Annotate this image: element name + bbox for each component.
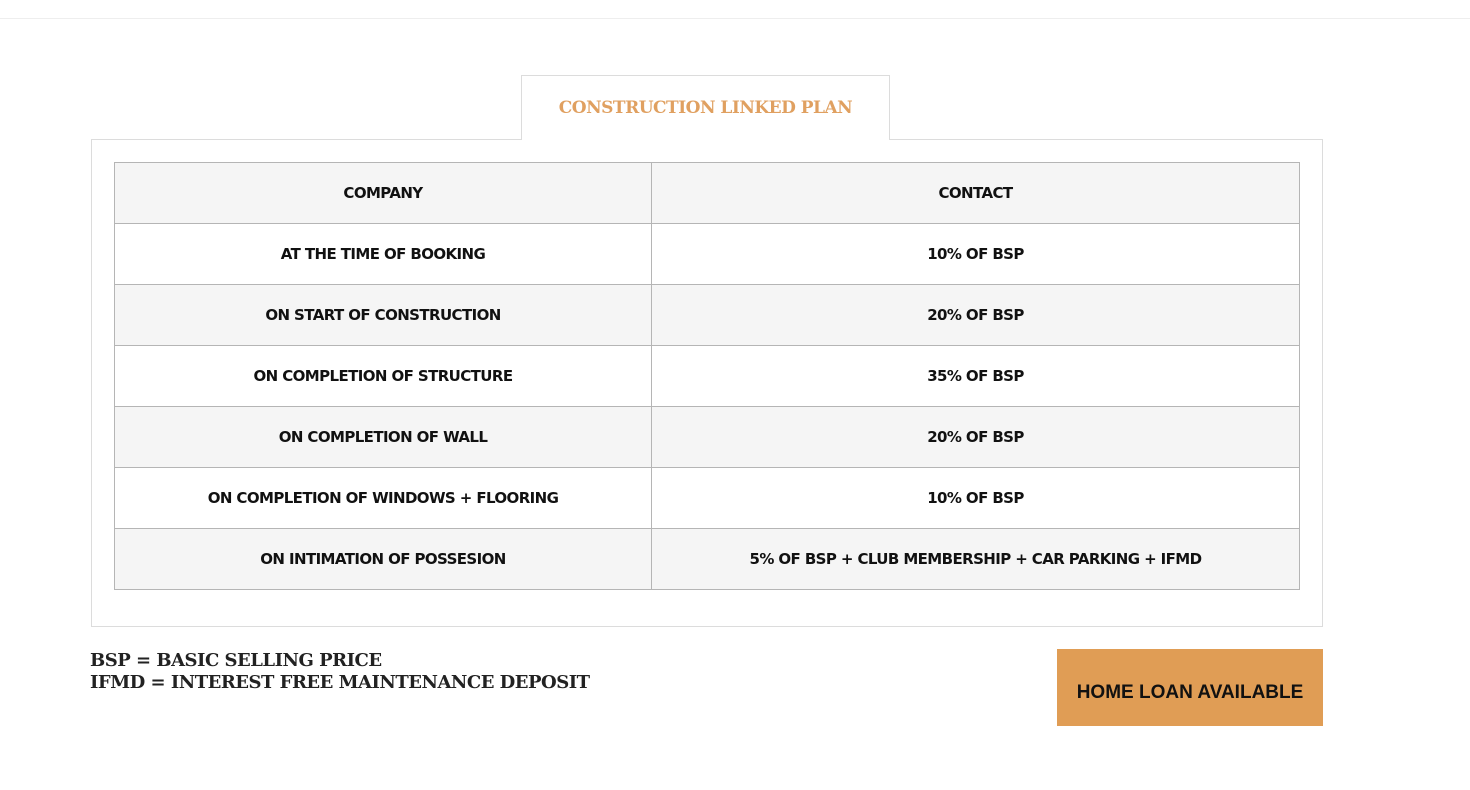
note-ifmd: IFMD = INTEREST FREE MAINTENANCE DEPOSIT — [90, 672, 590, 693]
table-row — [115, 407, 1300, 468]
stage-cell: ON INTIMATION OF POSSESION — [115, 529, 652, 590]
payment-cell: 20% OF BSP — [652, 407, 1300, 468]
payment-cell: 20% OF BSP — [652, 285, 1300, 346]
abbreviation-notes — [90, 650, 590, 694]
payment-plan-panel — [91, 139, 1323, 627]
tab-title: CONSTRUCTION LINKED PLAN — [558, 98, 853, 118]
column-header-company: COMPANY — [115, 163, 652, 224]
home-loan-button[interactable]: HOME LOAN AVAILABLE — [1057, 649, 1323, 726]
payment-cell: 35% OF BSP — [652, 346, 1300, 407]
table-row — [115, 346, 1300, 407]
stage-cell: ON COMPLETION OF STRUCTURE — [115, 346, 652, 407]
tab-construction-linked-plan[interactable] — [521, 75, 890, 140]
stage-cell: ON COMPLETION OF WALL — [115, 407, 652, 468]
table-row — [115, 529, 1300, 590]
table-row — [115, 285, 1300, 346]
stage-cell: AT THE TIME OF BOOKING — [115, 224, 652, 285]
table-row — [115, 224, 1300, 285]
stage-cell: ON START OF CONSTRUCTION — [115, 285, 652, 346]
payment-cell: 5% OF BSP + CLUB MEMBERSHIP + CAR PARKING + IFMD — [652, 529, 1300, 590]
payment-plan-table — [114, 162, 1300, 590]
payment-cell: 10% OF BSP — [652, 224, 1300, 285]
top-divider — [0, 18, 1470, 19]
column-header-contact: CONTACT — [652, 163, 1300, 224]
stage-cell: ON COMPLETION OF WINDOWS + FLOORING — [115, 468, 652, 529]
table-header-row — [115, 163, 1300, 224]
payment-cell: 10% OF BSP — [652, 468, 1300, 529]
note-bsp: BSP = BASIC SELLING PRICE — [90, 650, 382, 671]
table-row — [115, 468, 1300, 529]
